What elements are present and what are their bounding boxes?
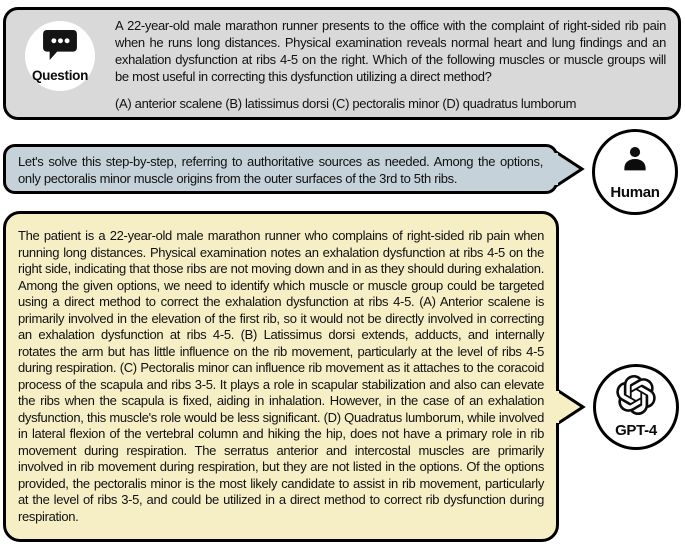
openai-logo-icon: [616, 375, 656, 420]
gpt4-avatar-label: GPT-4: [615, 422, 657, 439]
question-text: A 22-year-old male marathon runner presents to the office with the complaint of right-sided rib pain when he runs long distances. Physical examination reveals normal heart and lung findings and an exhalation dysfunction at ribs 4-5 on the right. Which of the following muscles or muscle groups will be most useful in correcting this dysfunction utilizing a direct method?: [115, 18, 666, 84]
human-avatar: [592, 129, 678, 215]
question-options: (A) anterior scalene (B) latissimus dorsi (C) pectoralis minor (D) quadratus lumborum: [115, 96, 577, 111]
gpt4-response-bubble: [3, 211, 559, 542]
human-message-text: Let's solve this step-by-step, referring to authoritative sources as needed. Among the options, only pectoralis minor muscle origins from the outer surfaces of the 3rd to 5th ribs.: [18, 154, 543, 186]
human-message-bubble: [3, 144, 558, 194]
chat-bubble-icon: [42, 29, 78, 66]
human-bubble-tail: [554, 146, 586, 192]
person-icon: [618, 143, 652, 182]
gpt4-response-text: The patient is a 22-year-old male marathon runner who complains of right-sided rib pain when running long distances. Physical examination notes an exhalation dysfunction at ribs 4-5 on the right side, indicating that those ribs are not moving down and in as they should during exhalation. Among the given options, we need to identify which muscle or muscle group could be targeted using a direct method to correct the exhalation dysfunction at ribs 4-5. (A) Anterior scalene is primarily involved in the elevation of the first rib, so it would not be directly involved in correcting an exhalation dysfunction at ribs 4-5. (B) Latissimus dorsi extends, adducts, and internally rotates the arm but has little influence on the rib movement, particularly at the level of ribs 4-5 during respiration. (C) Pectoralis minor can influence rib movement as it attaches to the coracoid process of the scapula and ribs 3-5. It plays a role in scapular stabilization and also can elevate the ribs when the scapula is fixed, aiding in inhalation. However, in the case of an exhalation dysfunction, this muscle's role would be less significant. (D) Quadratus lumborum, while involved in lateral flexion of the vertebral column and hiking the hip, does not have a primary role in rib movement during respiration. The serratus anterior and intercostal muscles are primarily involved in rib movement during respiration, but they are not listed in the options. Of the options provided, the pectoralis minor is the most likely candidate to assist in rib movement, particularly at the level of ribs 3-5, and could be utilized in a direct method to correct rib dysfunction during respiration.: [18, 228, 544, 524]
gpt4-avatar: [593, 364, 679, 450]
question-avatar-label: Question: [31, 68, 89, 83]
question-avatar: [25, 21, 95, 91]
gpt4-bubble-tail: [555, 384, 587, 430]
human-avatar-label: Human: [610, 184, 660, 201]
question-bubble: [3, 7, 681, 120]
